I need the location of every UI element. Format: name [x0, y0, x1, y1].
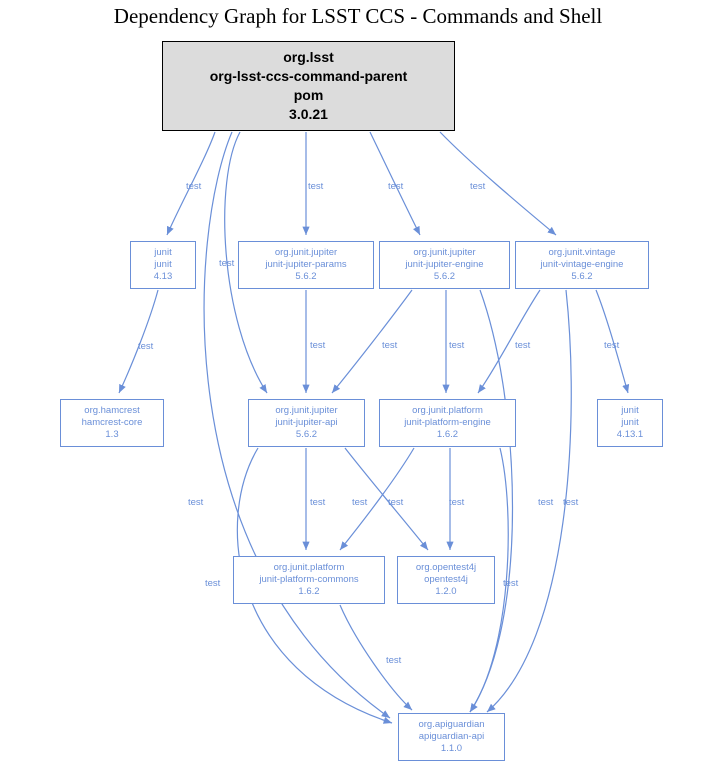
- edge-label-vintage-engine-to-apiguardian: test: [563, 497, 579, 508]
- graph-node-hamcrest-core[interactable]: [60, 399, 164, 447]
- graph-node-apiguardian[interactable]: [398, 713, 505, 761]
- node-label-line: junit: [154, 247, 172, 258]
- node-label-line: 4.13.1: [616, 429, 644, 440]
- node-label-line: junit-platform-commons: [259, 574, 359, 585]
- edge-label-jupiter-api-to-apiguardian: test: [205, 578, 221, 589]
- node-label-line: 4.13: [153, 271, 173, 282]
- node-label-line: org.junit.platform: [412, 405, 483, 416]
- edge-label-platform-commons-to-apiguardian: test: [386, 655, 402, 666]
- edge-label-jupiter-params-to-jupiter-api: test: [310, 340, 326, 351]
- graph-node-opentest4j[interactable]: [397, 556, 495, 604]
- node-label-line: 1.6.2: [298, 586, 320, 597]
- graph-node-platform-engine[interactable]: [379, 399, 516, 447]
- edge-label-jupiter-engine-to-jupiter-api: test: [382, 340, 398, 351]
- node-label-line: org.junit.vintage: [548, 247, 616, 258]
- graph-node-platform-commons[interactable]: [233, 556, 385, 604]
- node-label-line: 5.6.2: [433, 271, 456, 282]
- node-label-line: org-lsst-ccs-command-parent: [209, 68, 408, 84]
- node-label-line: apiguardian-api: [418, 731, 485, 742]
- node-label-line: org.junit.platform: [273, 562, 345, 573]
- node-label-line: org.apiguardian: [418, 719, 485, 730]
- node-label-line: hamcrest-core: [81, 417, 143, 428]
- node-label-line: org.junit.jupiter: [275, 405, 338, 416]
- edge-label-jupiter-api-to-opentest4j: test: [352, 497, 368, 508]
- node-label-line: pom: [293, 87, 324, 103]
- edge-label-junit413-to-hamcrest-core: test: [138, 341, 154, 352]
- edge-label-root-to-jupiter-api: test: [219, 258, 235, 269]
- node-label-line: 1.3: [105, 429, 119, 440]
- graph-node-jupiter-engine[interactable]: [379, 241, 510, 289]
- edge-group: [119, 132, 628, 723]
- node-label-line: junit-jupiter-params: [265, 259, 347, 270]
- edge-label-root-to-junit413: test: [186, 181, 202, 192]
- node-label-line: 5.6.2: [295, 271, 317, 282]
- node-label-line: opentest4j: [424, 574, 468, 585]
- node-label-line: org.opentest4j: [415, 562, 477, 573]
- node-label-line: junit-jupiter-api: [275, 417, 338, 428]
- graph-node-vintage-engine[interactable]: [515, 241, 649, 289]
- graph-node-jupiter-params[interactable]: [238, 241, 374, 289]
- node-label-line: org.junit.jupiter: [274, 247, 338, 258]
- node-label-line: junit: [621, 405, 639, 416]
- edge-label-root-to-apiguardian: test: [188, 497, 204, 508]
- edge-label-vintage-engine-to-junit4131: test: [604, 340, 620, 351]
- node-label-line: junit: [621, 417, 639, 428]
- graph-node-jupiter-api[interactable]: [248, 399, 365, 447]
- graph-node-junit4131[interactable]: [597, 399, 663, 447]
- node-label-line: org.lsst: [283, 49, 334, 65]
- node-label-line: 1.1.0: [440, 743, 463, 754]
- node-label-line: 1.6.2: [436, 429, 459, 440]
- node-label-line: 1.2.0: [435, 586, 457, 597]
- edge-label-root-to-jupiter-params: test: [308, 181, 324, 192]
- edge-label-jupiter-engine-to-apiguardian: test: [538, 497, 554, 508]
- graph-node-junit413[interactable]: [130, 241, 196, 289]
- node-label-line: 5.6.2: [295, 429, 318, 440]
- edge-label-root-to-jupiter-engine: test: [388, 181, 404, 192]
- node-label-line: junit: [154, 259, 172, 270]
- node-label-line: org.hamcrest: [84, 405, 140, 416]
- node-label-line: org.junit.jupiter: [413, 247, 476, 258]
- edge-label-root-to-vintage-engine: test: [470, 181, 486, 192]
- page-title: Dependency Graph for LSST CCS - Commands and Shell: [113, 4, 603, 28]
- node-label-line: 3.0.21: [289, 106, 328, 122]
- edge-label-platform-engine-to-opentest4j: test: [449, 497, 465, 508]
- node-label-line: junit-jupiter-engine: [405, 259, 484, 270]
- node-label-line: 5.6.2: [571, 271, 593, 282]
- edge-label-platform-engine-to-apiguardian: test: [503, 578, 519, 589]
- edge-label-jupiter-api-to-platform-commons: test: [310, 497, 326, 508]
- edge-label-vintage-engine-to-platform-engine: test: [515, 340, 531, 351]
- graph-node-root[interactable]: [162, 41, 455, 131]
- edge-label-jupiter-engine-to-platform-engine: test: [449, 340, 465, 351]
- edge-label-platform-engine-to-platform-commons: test: [388, 497, 404, 508]
- node-label-line: junit-vintage-engine: [540, 259, 624, 270]
- node-label-line: junit-platform-engine: [404, 417, 491, 428]
